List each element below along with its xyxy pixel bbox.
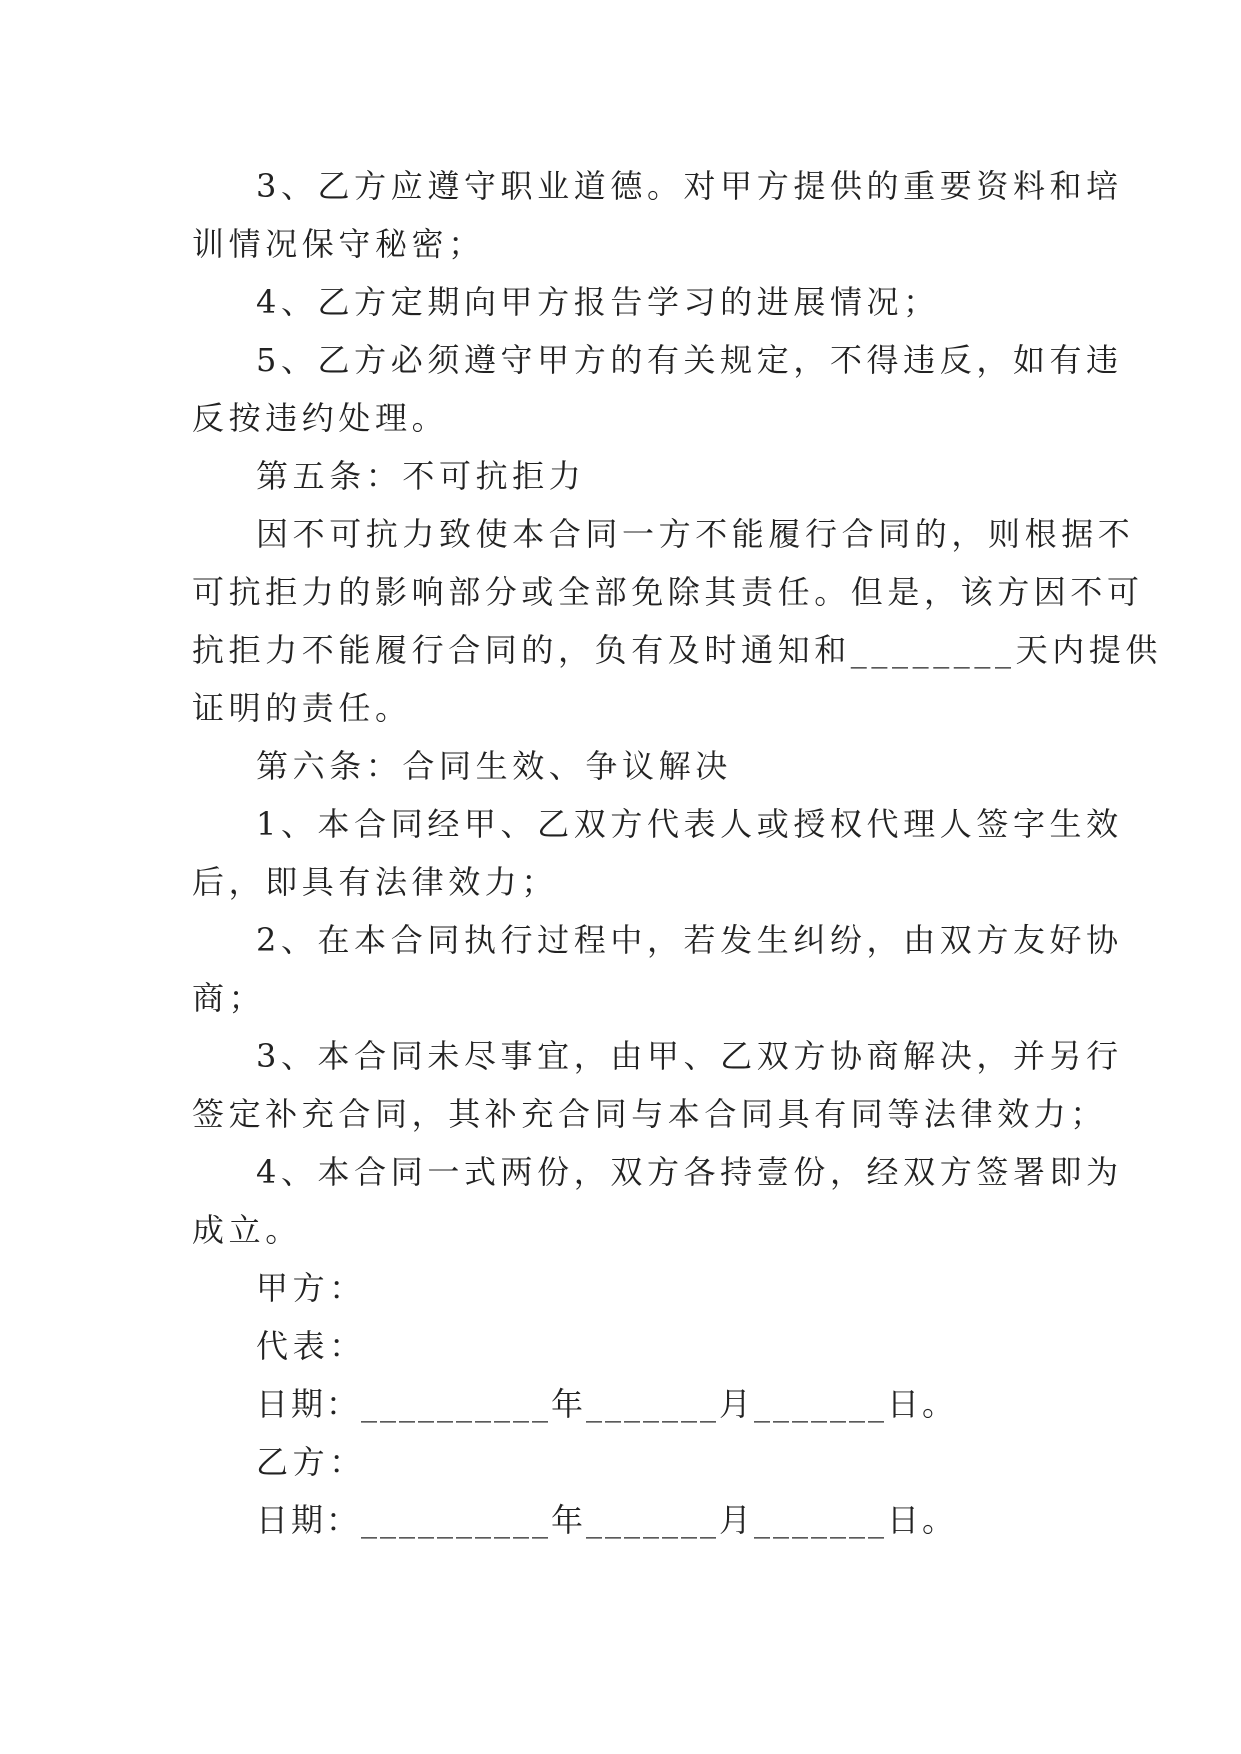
clause-4-item-4: 4、乙方定期向甲方报告学习的进展情况； xyxy=(256,283,940,321)
clause-5-body-line-4: 证明的责任。 xyxy=(192,689,412,727)
clause-5-body-line-1: 因不可抗力致使本合同一方不能履行合同的，则根据不 xyxy=(256,515,1135,553)
clause-4-item-3-line-2: 训情况保守秘密； xyxy=(192,225,485,263)
party-b-label: 乙方： xyxy=(256,1443,366,1481)
party-a-label: 甲方： xyxy=(256,1269,366,1307)
clause-4-item-5-line-1: 5、乙方必须遵守甲方的有关规定，不得违反，如有违 xyxy=(256,341,1123,379)
clause-5-body-line-3: 抗拒力不能履行合同的，负有及时通知和________天内提供 xyxy=(192,631,1163,669)
clause-6-item-3-line-2: 签定补充合同，其补充合同与本合同具有同等法律效力； xyxy=(192,1095,1108,1133)
clause-6-item-2-line-2: 商； xyxy=(192,979,266,1017)
clause-4-item-3-line-1: 3、乙方应遵守职业道德。对甲方提供的重要资料和培 xyxy=(256,167,1123,205)
representative-label: 代表： xyxy=(256,1327,366,1365)
clause-5-body-line-2: 可抗拒力的影响部分或全部免除其责任。但是，该方因不可 xyxy=(192,573,1144,611)
clause-6-item-4-line-2: 成立。 xyxy=(192,1211,302,1249)
party-a-date-line: 日期：__________年_______月_______日。 xyxy=(256,1385,958,1423)
clause-6-heading: 第六条：合同生效、争议解决 xyxy=(256,747,732,785)
clause-6-item-1-line-2: 后，即具有法律效力； xyxy=(192,863,559,901)
clause-6-item-1-line-1: 1、本合同经甲、乙双方代表人或授权代理人签字生效 xyxy=(256,805,1123,843)
clause-4-item-5-line-2: 反按违约处理。 xyxy=(192,399,449,437)
party-b-date-line: 日期：__________年_______月_______日。 xyxy=(256,1501,958,1539)
clause-5-heading: 第五条：不可抗拒力 xyxy=(256,457,586,495)
clause-6-item-4-line-1: 4、本合同一式两份，双方各持壹份，经双方签署即为 xyxy=(256,1153,1123,1191)
clause-6-item-3-line-1: 3、本合同未尽事宜，由甲、乙双方协商解决，并另行 xyxy=(256,1037,1123,1075)
clause-6-item-2-line-1: 2、在本合同执行过程中，若发生纠纷，由双方友好协 xyxy=(256,921,1123,959)
